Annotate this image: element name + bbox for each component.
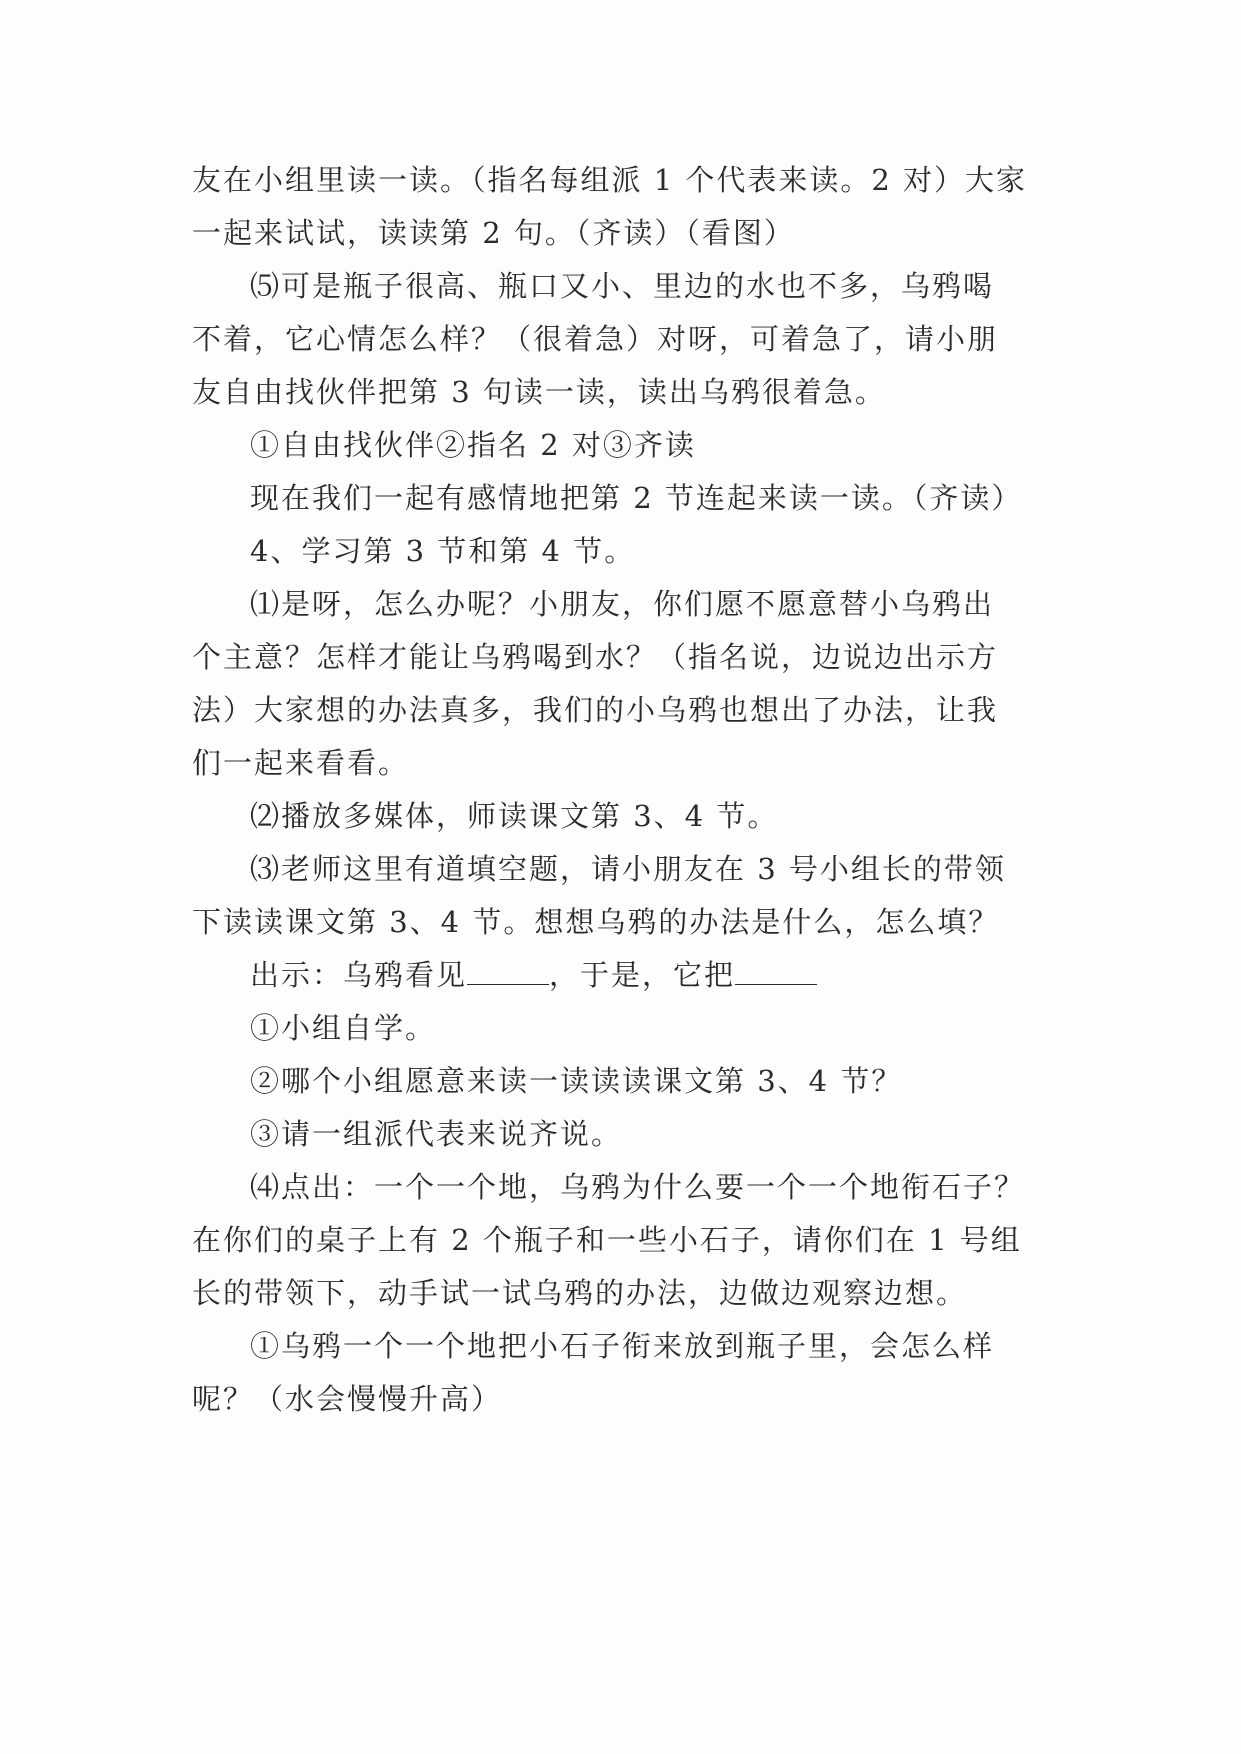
paragraph-line: 个主意？怎样才能让乌鸦喝到水？（指名说，边说边出示方 — [192, 640, 999, 674]
section-heading: 4、学习第 3 节和第 4 节。 — [250, 534, 636, 568]
paragraph-line: 一起来试试，读读第 2 句。（齐读）（看图） — [192, 216, 795, 250]
document-page — [192, 160, 1052, 1620]
fill-in-blank — [467, 958, 549, 985]
fill-in-prefix: 出示：乌鸦看见 — [250, 958, 468, 992]
fill-in-blank — [735, 958, 817, 985]
paragraph-line: ⑸可是瓶子很高、瓶口又小、里边的水也不多，乌鸦喝 — [250, 269, 995, 303]
paragraph-line: ③请一组派代表来说齐说。 — [250, 1117, 623, 1151]
paragraph-line: 在你们的桌子上有 2 个瓶子和一些小石子，请你们在 1 号组 — [192, 1223, 1022, 1257]
fill-in-middle: ，于是，它把 — [549, 958, 736, 992]
paragraph-line: 呢？（水会慢慢升高） — [192, 1382, 503, 1416]
paragraph-line: 们一起来看看。 — [192, 746, 410, 780]
paragraph-line: ②哪个小组愿意来读一读读读课文第 3、4 节？ — [250, 1064, 903, 1098]
paragraph-line: 不着，它心情怎么样？（很着急）对呀，可着急了，请小朋 — [192, 322, 999, 356]
fill-in-prompt — [250, 955, 817, 995]
paragraph-line: 法）大家想的办法真多，我们的小乌鸦也想出了办法，让我 — [192, 693, 999, 727]
paragraph-line: 友自由找伙伴把第 3 句读一读，读出乌鸦很着急。 — [192, 375, 886, 409]
paragraph-line: 长的带领下，动手试一试乌鸦的办法，边做边观察边想。 — [192, 1276, 968, 1310]
paragraph-line: ⑷点出：一个一个地，乌鸦为什么要一个一个地衔石子？ — [250, 1170, 1026, 1204]
paragraph-line: 现在我们一起有感情地把第 2 节连起来读一读。（齐读） — [250, 481, 1023, 515]
paragraph-line: ⑴是呀，怎么办呢？小朋友，你们愿不愿意替小乌鸦出 — [250, 587, 995, 621]
paragraph-line: ⑵播放多媒体，师读课文第 3、4 节。 — [250, 799, 779, 833]
paragraph-line: 友在小组里读一读。（指名每组派 1 个代表来读。2 对）大家 — [192, 163, 1028, 197]
paragraph-line: ①小组自学。 — [250, 1011, 437, 1045]
paragraph-line: ①乌鸦一个一个地把小石子衔来放到瓶子里，会怎么样 — [250, 1329, 995, 1363]
paragraph-line: ⑶老师这里有道填空题，请小朋友在 3 号小组长的带领 — [250, 852, 1006, 886]
paragraph-line: 下读读课文第 3、4 节。想想乌鸦的办法是什么，怎么填？ — [192, 905, 1000, 939]
paragraph-line: ①自由找伙伴②指名 2 对③齐读 — [250, 428, 696, 462]
